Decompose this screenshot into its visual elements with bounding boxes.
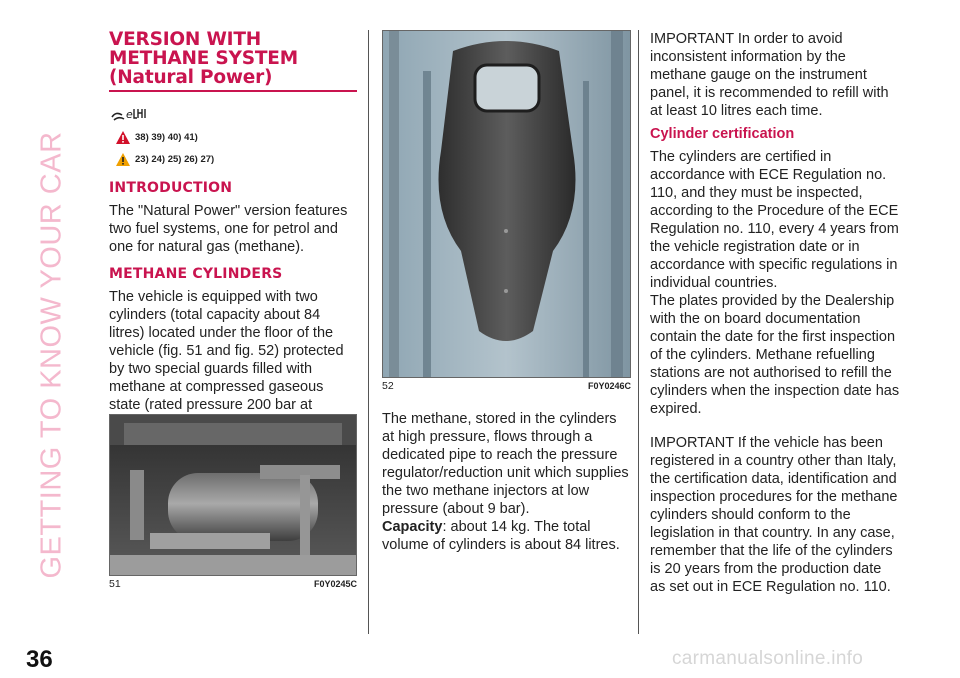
caution-references bbox=[115, 148, 357, 170]
middle-column bbox=[382, 410, 631, 554]
column-divider bbox=[638, 30, 639, 634]
figure-52 bbox=[382, 30, 631, 392]
intro-text: The "Natural Power" version features two fuel systems, one for petrol and one for natural gas (methane). bbox=[109, 203, 348, 255]
intro-heading: INTRODUCTION bbox=[109, 180, 233, 196]
certification-text: The cylinders are certified in accordance with ECE Regulation no. 110, and they must be inspected, according to the Procedure of the ECE Regulation no. 110, every 4 years from the vehicle registration date or in accordance with specific regulations in individual countries. bbox=[650, 149, 899, 291]
figure-code: F0Y0246C bbox=[587, 381, 631, 391]
figure-51 bbox=[109, 414, 357, 590]
title-line-3: (Natural Power) bbox=[109, 67, 273, 88]
warning-icon bbox=[115, 130, 131, 145]
figure-number: 51 bbox=[109, 578, 121, 590]
certification-heading: Cylinder certification bbox=[650, 126, 795, 142]
methane-cylinder-photo bbox=[109, 414, 357, 576]
section-side-label: GETTING TO KNOW YOUR CAR bbox=[35, 131, 68, 579]
left-column bbox=[109, 30, 357, 432]
plates-text: The plates provided by the Dealership with the on board documentation contain the date for the first inspection of the cylinders. Methane refuelling stations are not authorised to refill the cylinders when the inspection date has expired. bbox=[650, 293, 900, 417]
svg-text:e: e bbox=[126, 108, 133, 121]
cylinders-text: The vehicle is equipped with two cylinders (total capacity about 84 litres) located under the floor of the vehicle (fig. 51 and fig. 52) protected by two special guards filled with methane at compressed gaseous state (rated pressure 200 bar at bbox=[109, 289, 344, 413]
capacity-label: Capacity bbox=[382, 519, 443, 535]
capacity-text: : about 14 kg. The total volume of cylinders is about 84 litres. bbox=[382, 519, 620, 553]
figure-number: 52 bbox=[382, 380, 394, 392]
title-line-2: METHANE SYSTEM bbox=[109, 48, 298, 69]
methane-logo-icon bbox=[109, 104, 357, 126]
methane-flow-text: The methane, stored in the cylinders at high pressure, flows through a dedicated pipe to reach the pressure regulator/reduction unit which supplies the two methane injectors at low pressure (about 9 bar). bbox=[382, 411, 629, 517]
capacity-paragraph bbox=[382, 518, 631, 554]
warning-references bbox=[115, 126, 357, 148]
watermark: carmanualsonline.info bbox=[672, 648, 864, 669]
cylinders-heading: METHANE CYLINDERS bbox=[109, 266, 283, 282]
figure-code: F0Y0245C bbox=[313, 579, 357, 589]
underbody-guard-photo bbox=[382, 30, 631, 378]
caution-refs-text: 23) 24) 25) 26) 27) bbox=[135, 153, 215, 165]
column-divider bbox=[368, 30, 369, 634]
important-note-country: IMPORTANT If the vehicle has been registered in a country other than Italy, the certification data, identification and inspection procedures for the methane cylinders should conform to the legislation in that country. In any case, remember that the life of the cylinders is 20 years from the production date as set out in ECE Regulation no. 110. bbox=[650, 435, 898, 595]
page-number: 36 bbox=[26, 646, 53, 673]
page-title bbox=[109, 30, 357, 87]
caution-icon bbox=[115, 152, 131, 167]
important-note-refill: IMPORTANT In order to avoid inconsistent information by the methane gauge on the instrument panel, it is recommended to refill with at least 10 litres each time. bbox=[650, 31, 889, 119]
right-column bbox=[650, 30, 900, 596]
title-line-1: VERSION WITH bbox=[109, 29, 262, 50]
warning-refs-text: 38) 39) 40) 41) bbox=[135, 131, 198, 143]
title-underline bbox=[109, 90, 357, 92]
